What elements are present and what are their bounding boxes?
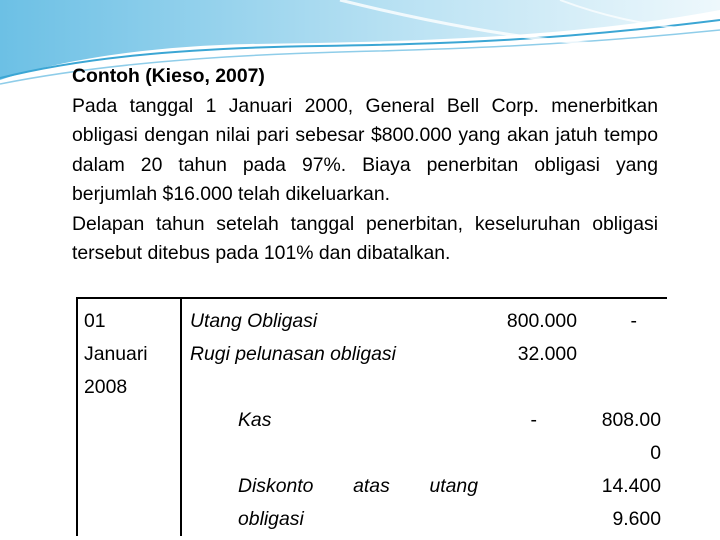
account-diskonto-line2: obligasi <box>238 508 304 530</box>
account-rugi-pelunasan: Rugi pelunasan obligasi <box>190 343 396 365</box>
debit-diskonto <box>493 470 577 536</box>
debit-utang-obligasi: 800.000 <box>493 298 577 338</box>
journal-entry-table <box>76 297 667 536</box>
credit-utang-obligasi: - <box>577 298 667 338</box>
debit-rugi-pelunasan: 32.000 <box>517 343 577 365</box>
account-diskonto-word1: Diskonto <box>238 475 314 497</box>
account-utang-obligasi: Utang Obligasi <box>181 298 493 338</box>
date-cell <box>77 298 181 536</box>
credit-diskonto-line1: 14.400 <box>601 475 661 497</box>
account-kas-label: Kas <box>238 409 272 431</box>
credit-rugi-pelunasan <box>577 338 667 371</box>
account-kas <box>181 371 493 470</box>
account-diskonto-word2: atas <box>353 475 390 497</box>
credit-kas-line1: 808.00 <box>601 409 661 431</box>
date-day: 01 <box>84 310 106 332</box>
date-year: 2008 <box>84 376 128 398</box>
account-diskonto-line1 <box>238 470 478 503</box>
journal-row-utang <box>77 298 667 338</box>
problem-paragraph-2: Delapan tahun setelah tanggal penerbitan, keseluruhan obligasi tersebut ditebus pada 101% dan dibatalkan. <box>72 212 658 264</box>
account-diskonto-wrap <box>190 470 493 536</box>
problem-text <box>72 62 658 269</box>
debit-kas: - <box>530 409 537 431</box>
date-month: Januari <box>84 343 148 365</box>
credit-kas-line2: 0 <box>650 442 661 464</box>
example-title: Contoh (Kieso, 2007) <box>72 65 265 87</box>
problem-paragraph-1: Pada tanggal 1 Januari 2000, General Bell Corp. menerbitkan obligasi dengan nilai pari sebesar $800.000 yang akan jatuh tempo dalam 20 tahun pada 97%. Biaya penerbitan obligasi yang berjumlah $16.000 telah dikeluarkan. <box>72 94 658 205</box>
credit-kas <box>577 371 667 470</box>
account-diskonto <box>181 470 493 536</box>
account-diskonto-word3: utang <box>429 475 478 497</box>
credit-diskonto <box>577 470 667 536</box>
credit-diskonto-line2: 9.600 <box>612 508 661 530</box>
